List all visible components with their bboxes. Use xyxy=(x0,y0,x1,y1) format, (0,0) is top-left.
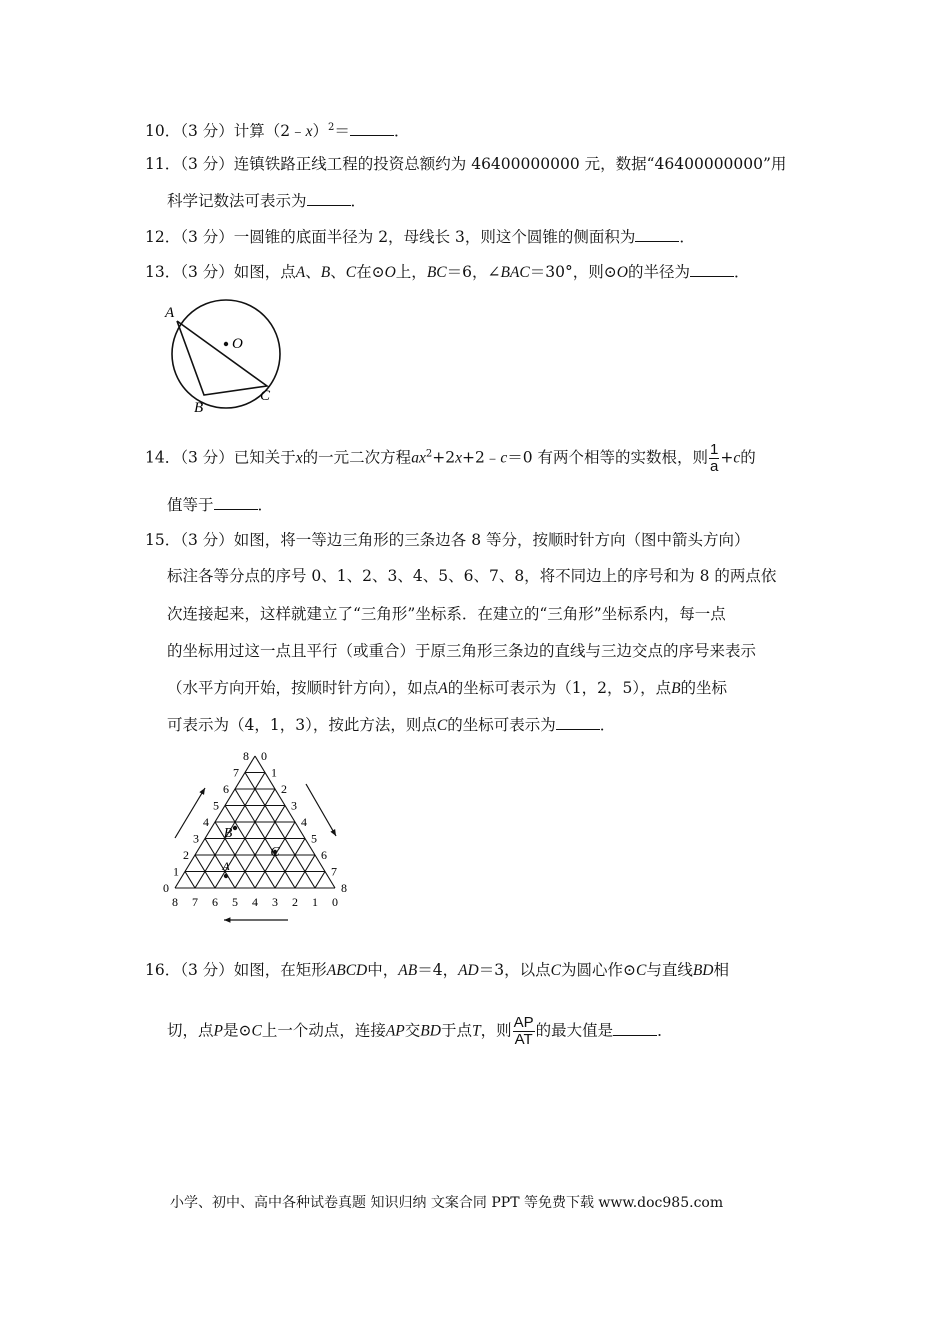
footer-text: 小学、初中、高中各种试卷真题 知识归纳 文案合同 PPT 等免费下载 www.doc985.com xyxy=(170,1195,724,1211)
point-B xyxy=(233,826,237,830)
question-13: 13．（3 分）如图，点A、B、C在⊙O上，BC＝6，∠BAC＝30°，则⊙O的半径为 ． xyxy=(145,263,750,281)
question-15-line5: （水平方向开始，按顺时针方向），如点A的坐标可表示为（1，2，5），点B的坐标 xyxy=(167,679,728,697)
right-side-label: 1 xyxy=(271,765,277,780)
bottom-side-label: 6 xyxy=(212,895,218,909)
question-16-line2: 切，点P是⊙C上一个动点，连接AP交BD于点T，则 $\frac{AP}{AT}$ 的最大值是 ． xyxy=(167,1014,673,1048)
question-11-line2: 科学记数法可表示为 ． xyxy=(167,192,367,210)
answer-blank xyxy=(350,121,394,136)
label-O: O xyxy=(232,336,243,352)
point-A-label: A xyxy=(222,859,230,873)
left-side-label: 6 xyxy=(223,782,229,796)
arrow-left-side-head xyxy=(199,788,205,795)
question-10: 10．（3 分）计算（2﹣x）$^2$＝ ． xyxy=(145,122,410,141)
left-side-label: 4 xyxy=(203,815,209,829)
bottom-side-label: 1 xyxy=(312,895,318,909)
grid-line xyxy=(225,806,275,889)
point-B-label: B xyxy=(223,826,233,841)
question-15-line6: 可表示为（4，1，3），按此方法，则点C的坐标可表示为 ． xyxy=(167,716,616,734)
fraction-1-over-a: $\frac{1}{a}$ xyxy=(710,441,719,475)
left-side-label: 5 xyxy=(213,798,219,813)
right-side-label: 7 xyxy=(331,864,337,879)
left-side-label: 1 xyxy=(173,864,179,879)
point-C-label: C xyxy=(270,845,280,860)
right-side-label: 6 xyxy=(321,848,327,862)
label-B: B xyxy=(194,400,204,416)
circle-figure xyxy=(160,298,290,418)
bottom-side-label: 7 xyxy=(192,895,198,909)
left-side-label: 2 xyxy=(183,848,189,862)
bottom-side-label: 3 xyxy=(272,895,278,909)
question-15-line4: 的坐标用过这一点且平行（或重合）于原三角形三条边的直线与三边交点的序号来表示 xyxy=(167,642,757,660)
question-14-line2: 值等于 ． xyxy=(167,496,274,514)
triangle-coordinate-figure xyxy=(160,742,360,927)
question-16: 16．（3 分）如图，在矩形ABCD中，AB＝4，AD＝3，以点C为圆心作⊙C与直线BD相 xyxy=(145,961,730,979)
question-15-line3: 次连接起来，这样就建立了“三角形”坐标系．在建立的“三角形”坐标系内，每一点 xyxy=(167,605,726,623)
grid-line xyxy=(185,872,195,889)
left-side-label: 0 xyxy=(163,881,169,895)
fraction-AP-over-AT: $\frac{AP}{AT}$ xyxy=(513,1014,534,1048)
answer-blank xyxy=(690,262,734,277)
grid-line xyxy=(315,872,325,889)
left-side-label: 7 xyxy=(233,765,239,780)
right-side-label: 3 xyxy=(291,798,297,813)
left-side-label: 3 xyxy=(193,831,199,846)
arrow-right-side xyxy=(306,784,336,836)
grid-line xyxy=(245,773,315,889)
answer-blank xyxy=(635,227,679,242)
point-A xyxy=(224,874,228,878)
label-C: C xyxy=(260,388,271,404)
right-side-label: 4 xyxy=(301,815,307,829)
left-side-label: 8 xyxy=(243,749,249,763)
bottom-side-label: 0 xyxy=(332,895,338,909)
arrow-bottom-head xyxy=(224,917,230,922)
question-12: 12．（3 分）一圆锥的底面半径为 2，母线长 3，则这个圆锥的侧面积为 ． xyxy=(145,228,695,246)
answer-blank xyxy=(307,191,351,206)
bottom-side-label: 8 xyxy=(172,895,178,909)
right-side-label: 5 xyxy=(311,831,317,846)
label-A: A xyxy=(165,305,175,321)
answer-blank xyxy=(613,1021,657,1036)
question-15-line2: 标注各等分点的序号 0、1、2、3、4、5、6、7、8，将不同边上的序号和为 8 的两点依 xyxy=(167,567,777,585)
bottom-side-label: 4 xyxy=(252,895,258,909)
answer-blank xyxy=(556,715,600,730)
question-15: 15．（3 分）如图，将一等边三角形的三条边各 8 等分，按顺时针方向（图中箭头方向） xyxy=(145,531,750,549)
right-side-label: 0 xyxy=(261,749,267,763)
bottom-side-label: 5 xyxy=(232,895,238,909)
right-side-label: 8 xyxy=(341,881,347,895)
answer-blank xyxy=(214,495,258,510)
right-side-label: 2 xyxy=(281,782,287,796)
question-11: 11．（3 分）连镇铁路正线工程的投资总额约为 46400000000 元，数据“46400000000”用 xyxy=(145,155,787,173)
arrow-left-side xyxy=(175,788,205,838)
question-14: 14．（3 分）已知关于x的一元二次方程$ax^2+2x+2﹣c=0$ 有两个相等的实数根，则 $\frac{1}{a}$ +c的 xyxy=(145,441,756,475)
bottom-side-label: 2 xyxy=(292,895,298,909)
